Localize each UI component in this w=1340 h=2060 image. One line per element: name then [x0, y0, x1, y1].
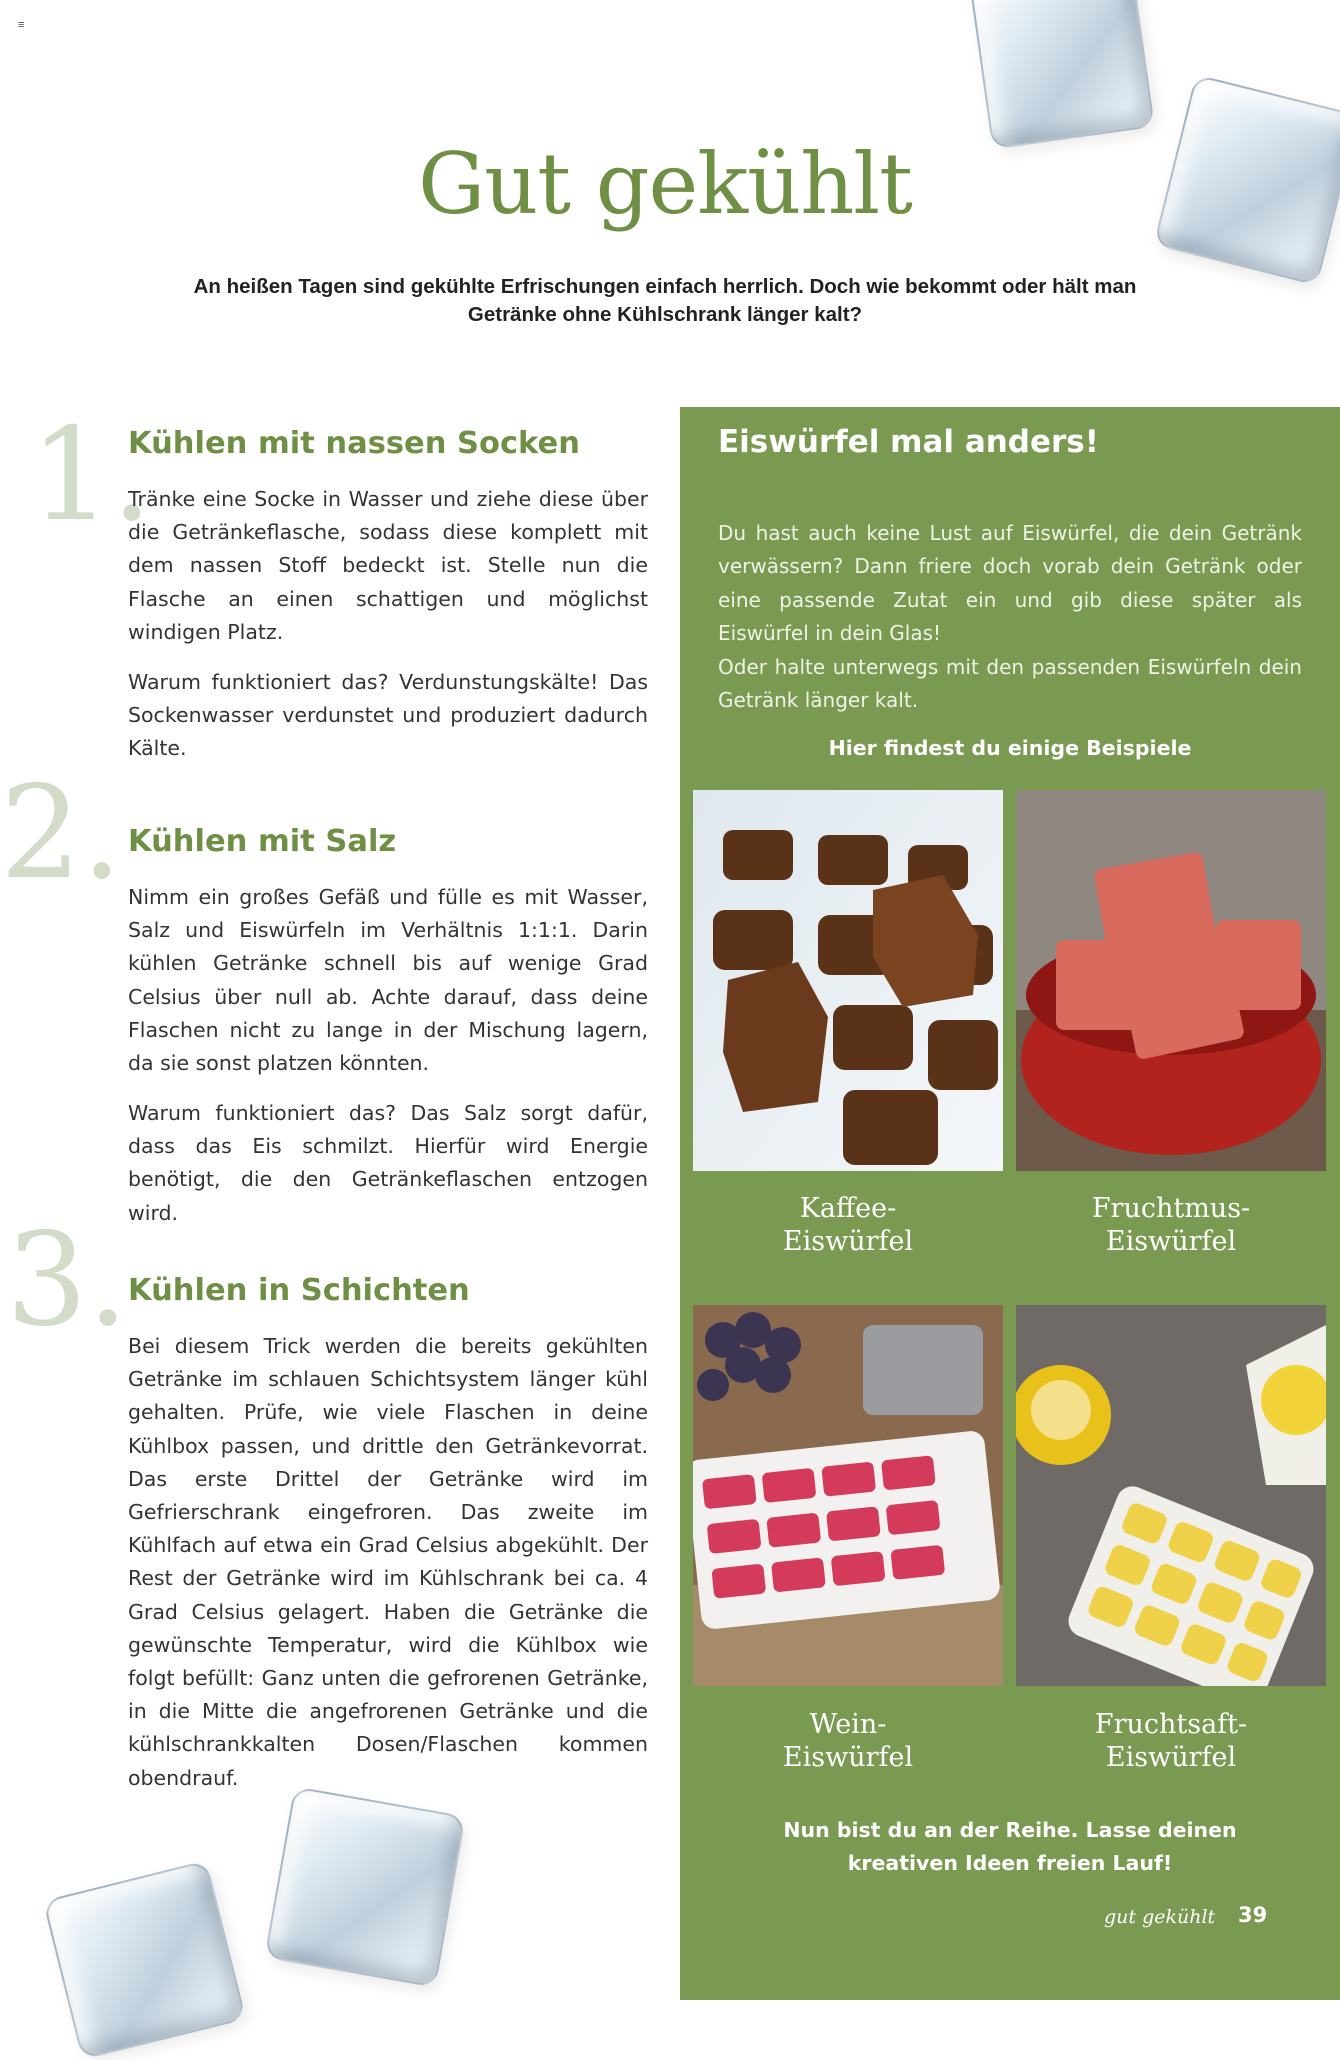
- caption-coffee-line-2: Eiswürfel: [782, 1226, 914, 1257]
- section-1-paragraph-2: Warum funktioniert das? Verdunstungskälte! Das Sockenwasser verdunstet und produziert dadurch Kälte.: [128, 670, 648, 761]
- coffee-ice-cubes-image: [693, 790, 1003, 1171]
- section-heading-2: Kühlen mit Salz: [128, 824, 397, 859]
- ice-cube-bottom-2-icon: [264, 1786, 466, 1988]
- section-heading-3: Kühlen in Schichten: [128, 1273, 470, 1308]
- section-number-1: 1.: [30, 401, 153, 550]
- caption-coffee: [693, 1192, 1003, 1258]
- caption-fruit-juice-line-2: Eiswürfel: [1105, 1742, 1237, 1773]
- caption-wine-line-2: Eiswürfel: [782, 1742, 914, 1773]
- section-number-3: 3.: [6, 1206, 129, 1355]
- section-heading-1: Kühlen mit nassen Socken: [128, 426, 580, 461]
- panel-text-1: Du hast auch keine Lust auf Eiswürfel, die dein Getränk verwässern? Dann friere doch vorab dein Getränk oder eine passende Zutat ein und gib diese später als Eiswürfel in dein Glas!: [718, 521, 1302, 646]
- caption-fruit-puree: [1016, 1192, 1326, 1258]
- ice-cube-bottom-1-icon: [43, 1860, 247, 2060]
- caption-fruit-juice-line-1: Fruchtsaft-: [1094, 1709, 1248, 1740]
- section-2-paragraph-1: Nimm ein großes Gefäß und fülle es mit Wasser, Salz und Eiswürfeln im Verhältnis 1:1:1. Darin kühlen Getränke schnell bis auf wenige Grad Celsius über null ab. Achte darauf, dass deine Flaschen nicht zu lange in der Mischung lagern, da sie sonst platzen könnten.: [128, 885, 648, 1076]
- page-number: 39: [1238, 1903, 1268, 1927]
- caption-wine: [693, 1708, 1003, 1774]
- caption-coffee-line-1: Kaffee-: [799, 1193, 897, 1224]
- panel-heading: Eiswürfel mal anders!: [718, 424, 1099, 460]
- footer-brand: gut gekühlt: [1104, 1906, 1216, 1928]
- panel-outro: [680, 1814, 1340, 1880]
- examples-label: Hier findest du einige Beispiele: [828, 736, 1192, 760]
- intro-line-2: Getränke ohne Kühlschrank länger kalt?: [467, 303, 863, 326]
- caption-wine-line-1: Wein-: [809, 1709, 887, 1740]
- caption-fruit-puree-line-2: Eiswürfel: [1105, 1226, 1237, 1257]
- caption-fruit-puree-line-1: Fruchtmus-: [1091, 1193, 1251, 1224]
- panel-text-2: Oder halte unterwegs mit den passenden Eiswürfeln dein Getränk länger kalt.: [718, 654, 1302, 713]
- fruit-puree-ice-cubes-image: [1016, 790, 1326, 1171]
- panel-outro-line-1: Nun bist du an der Reihe. Lasse deinen: [783, 1818, 1237, 1842]
- section-number-2: 2.: [0, 759, 123, 908]
- page-title: Gut gekühlt: [418, 135, 912, 233]
- section-1-paragraph-1: Tränke eine Socke in Wasser und ziehe diese über die Getränkeflasche, sodass diese komplett mit dem nassen Stoff bedeckt ist. Stelle nun die Flasche an einen schattigen und möglichst windigen Platz.: [128, 487, 648, 644]
- section-2-paragraph-2: Warum funktioniert das? Das Salz sorgt dafür, dass das Eis schmilzt. Hierfür wird Energie benötigt, die den Getränkeflaschen entzogen wird.: [128, 1101, 648, 1225]
- panel-outro-line-2: kreativen Ideen freien Lauf!: [847, 1851, 1173, 1875]
- section-3-paragraph-1: Bei diesem Trick werden die bereits gekühlten Getränke im schlauen Schichtsystem länger kühl gehalten. Prüfe, wie viele Flaschen in deine Kühlbox passen, und drittle den Getränkevorrat. Das erste Drittel der Getränke wird im Gefrierschrank eingefroren. Das zweite im Kühlfach auf etwa ein Grad Celsius abgekühlt. Der Rest der Getränke wird im Kühlschrank bei ca. 4 Grad Celsius gelagert. Haben die Getränke die gewünschte Temperatur, wird die Kühlbox wie folgt befüllt: Ganz unten die gefrorenen Getränke, in die Mitte die angefrorenen Getränke und die kühlschrankkalten Dosen/Flaschen kommen obendrauf.: [128, 1334, 648, 1790]
- panel-text: [718, 517, 1302, 717]
- menu-icon[interactable]: ≡: [18, 19, 25, 31]
- caption-fruit-juice: [1016, 1708, 1326, 1774]
- intro-text: [140, 273, 1190, 329]
- intro-line-1: An heißen Tagen sind gekühlte Erfrischungen einfach herrlich. Doch wie bekommt oder hält man: [193, 275, 1137, 298]
- ice-cube-top-1-icon: [969, 0, 1155, 150]
- wine-ice-cubes-image: [693, 1305, 1003, 1686]
- fruit-juice-ice-cubes-image: [1016, 1305, 1326, 1686]
